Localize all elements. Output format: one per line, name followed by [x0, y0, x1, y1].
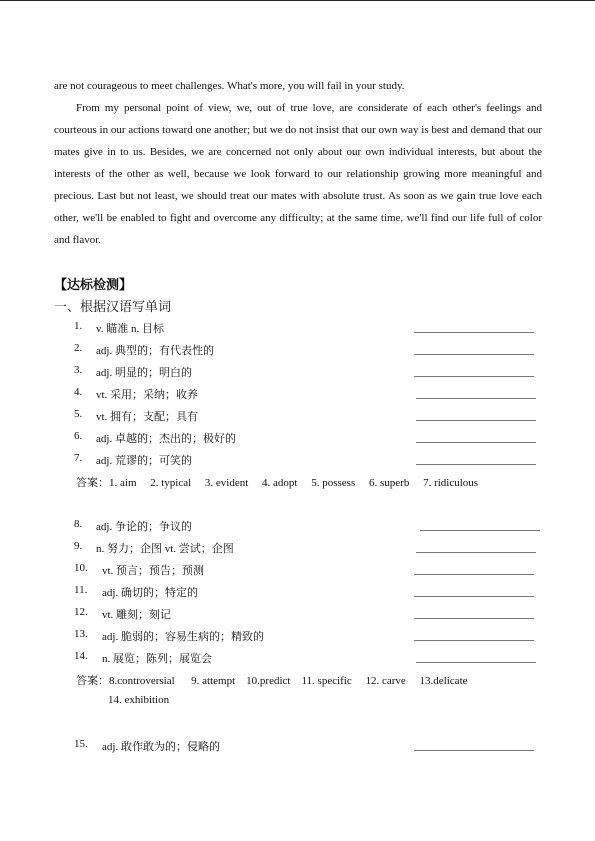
item-number: 2.: [74, 342, 83, 354]
vocab-item: [0, 342, 595, 362]
item-definition: v. 瞄准 n. 目标: [96, 323, 165, 335]
vocab-item: [0, 738, 595, 758]
answer-blank[interactable]: [416, 464, 536, 465]
vocab-item: [0, 650, 595, 670]
item-definition: vt. 雕刻；刻记: [102, 609, 172, 621]
answer-blank[interactable]: [414, 596, 534, 597]
item-definition: vt. 拥有；支配；具有: [96, 411, 199, 423]
item-definition: adj. 脆弱的；容易生病的；精致的: [102, 631, 264, 643]
item-number: 7.: [74, 452, 83, 464]
passage-paragraph: From my personal point of view, we, out of true love, are considerate of each other's feelings and courteous in our actions toward one another; but we do not insist that our own way is best and demand that our mates give in to us. Besides, we are concerned not only about our own individual interests, but about the interests of the other as well, because we look forward to our relationship growing more meaningful and precious. Last but not least, we should treat our mates with absolute trust. As soon as we gain true love each other, we'll be enabled to fight and overcome any difficulty; at the same time, we'll find our life full of color and flavor.: [54, 102, 542, 246]
item-number: 1.: [74, 320, 83, 332]
item-number: 3.: [74, 364, 83, 376]
answer-blank[interactable]: [416, 398, 536, 399]
item-number: 6.: [74, 430, 83, 442]
item-number: 15.: [74, 738, 88, 750]
item-number: 14.: [74, 650, 88, 662]
item-definition: vt. 预言；预告；预测: [102, 565, 205, 577]
item-number: 5.: [74, 408, 83, 420]
answer-blank[interactable]: [414, 640, 534, 641]
vocab-item: [0, 452, 595, 472]
answer-key: 答案：8.controversial 9. attempt 10.predict 11. specific 12. carve 13.delicate: [76, 675, 468, 687]
vocab-item: [0, 562, 595, 582]
answer-key-continued: 14. exhibition: [108, 694, 170, 706]
item-definition: adj. 敢作敢为的；侵略的: [102, 741, 220, 753]
answer-key: 答案：1. aim 2. typical 3. evident 4. adopt 5. possess 6. superb 7. ridiculous: [76, 477, 479, 489]
answer-blank[interactable]: [414, 354, 534, 355]
item-number: 4.: [74, 386, 83, 398]
answer-blank[interactable]: [416, 662, 536, 663]
vocab-item: [0, 540, 595, 560]
item-definition: vt. 采用；采纳；收养: [96, 389, 199, 401]
item-definition: adj. 确切的；特定的: [102, 587, 198, 599]
item-number: 11.: [74, 584, 88, 596]
item-number: 12.: [74, 606, 88, 618]
vocab-item: [0, 364, 595, 384]
item-number: 8.: [74, 518, 83, 530]
answer-blank[interactable]: [414, 574, 534, 575]
item-number: 13.: [74, 628, 88, 640]
vocab-item: [0, 606, 595, 626]
item-definition: adj. 荒谬的；可笑的: [96, 455, 192, 467]
answer-blank[interactable]: [416, 552, 536, 553]
page-top-border: [0, 0, 595, 1]
vocab-item: [0, 386, 595, 406]
vocab-item: [0, 320, 595, 340]
item-number: 9.: [74, 540, 83, 552]
vocab-item: [0, 584, 595, 604]
passage-line: are not courageous to meet challenges. What's more, you will fail in your study.: [54, 80, 405, 92]
vocab-item: [0, 430, 595, 450]
section-title: 【达标检测】: [54, 277, 133, 292]
answer-blank[interactable]: [414, 750, 534, 751]
answer-blank[interactable]: [420, 530, 540, 531]
answer-blank[interactable]: [414, 376, 534, 377]
answer-blank[interactable]: [414, 332, 534, 333]
item-definition: adj. 明显的；明白的: [96, 367, 192, 379]
item-definition: n. 努力；企图 vt. 尝试；企图: [96, 543, 234, 555]
item-number: 10.: [74, 562, 88, 574]
vocab-item: [0, 408, 595, 428]
vocab-item: [0, 628, 595, 648]
section-subtitle: 一、根据汉语写单词: [54, 299, 172, 314]
answer-blank[interactable]: [414, 618, 534, 619]
item-definition: n. 展览；陈列；展览会: [102, 653, 212, 665]
vocab-item: [0, 518, 595, 538]
item-definition: adj. 卓越的；杰出的；极好的: [96, 433, 236, 445]
item-definition: adj. 争论的；争议的: [96, 521, 192, 533]
answer-blank[interactable]: [416, 420, 536, 421]
item-definition: adj. 典型的；有代表性的: [96, 345, 214, 357]
answer-blank[interactable]: [416, 442, 536, 443]
